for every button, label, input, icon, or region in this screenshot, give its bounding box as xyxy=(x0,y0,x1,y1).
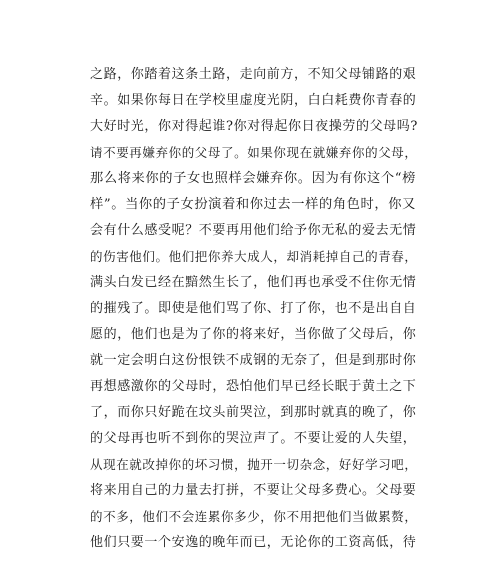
text-line-9: 满头白发已经在黯然生长了，他们再也承受不住你无情 xyxy=(90,275,417,290)
text-line-18: 的不多，他们不会连累你多少，你不用把他们当做累赘， xyxy=(90,509,418,524)
text-line-1: 之路，你踏着这条土路，走向前方，不知父母铺路的艰 xyxy=(90,67,417,82)
text-line-7: 会有什么感受呢？不要再用他们给予你无私的爱去无情 xyxy=(90,223,417,238)
text-line-15: 的父母再也听不到你的哭泣声了。不要让爱的人失望， xyxy=(90,431,417,446)
text-line-13: 再想感激你的父母时，恐怕他们早已经长眠于黄土之下 xyxy=(90,379,417,394)
text-line-3: 大好时光，你对得起谁?你对得起你日夜操劳的父母吗? xyxy=(90,119,418,134)
text-line-16: 从现在就改掉你的坏习惯，抛开一切杂念，好好学习吧， xyxy=(90,457,418,472)
text-line-8: 的伤害他们。他们把你养大成人，却消耗掉自己的青春， xyxy=(90,249,418,264)
text-line-6: 样”。当你的子女扮演着和你过去一样的角色时，你又 xyxy=(90,197,416,212)
text-line-2: 辛。如果你每日在学校里虚度光阴，白白耗费你青春的 xyxy=(90,93,417,108)
text-line-4: 请不要再嫌弃你的父母了。如果你现在就嫌弃你的父母， xyxy=(90,145,418,160)
text-line-10: 的摧残了。即使是他们骂了你、打了你，也不是出自自 xyxy=(90,301,417,316)
text-line-17: 将来用自己的力量去打拼，不要让父母多费心。父母要 xyxy=(90,483,417,498)
text-line-12: 就一定会明白这份恨铁不成钢的无奈了，但是到那时你 xyxy=(90,353,417,368)
text-line-11: 愿的，他们也是为了你的将来好，当你做了父母后，你 xyxy=(90,327,417,342)
text-line-5: 那么将来你的子女也照样会嫌弃你。因为有你这个“榜 xyxy=(90,171,416,186)
text-line-14: 了，而你只好跪在坟头前哭泣，到那时就真的晚了，你 xyxy=(90,405,417,420)
text-line-19: 他们只要一个安逸的晚年而已，无论你的工资高低，待 xyxy=(90,535,417,550)
